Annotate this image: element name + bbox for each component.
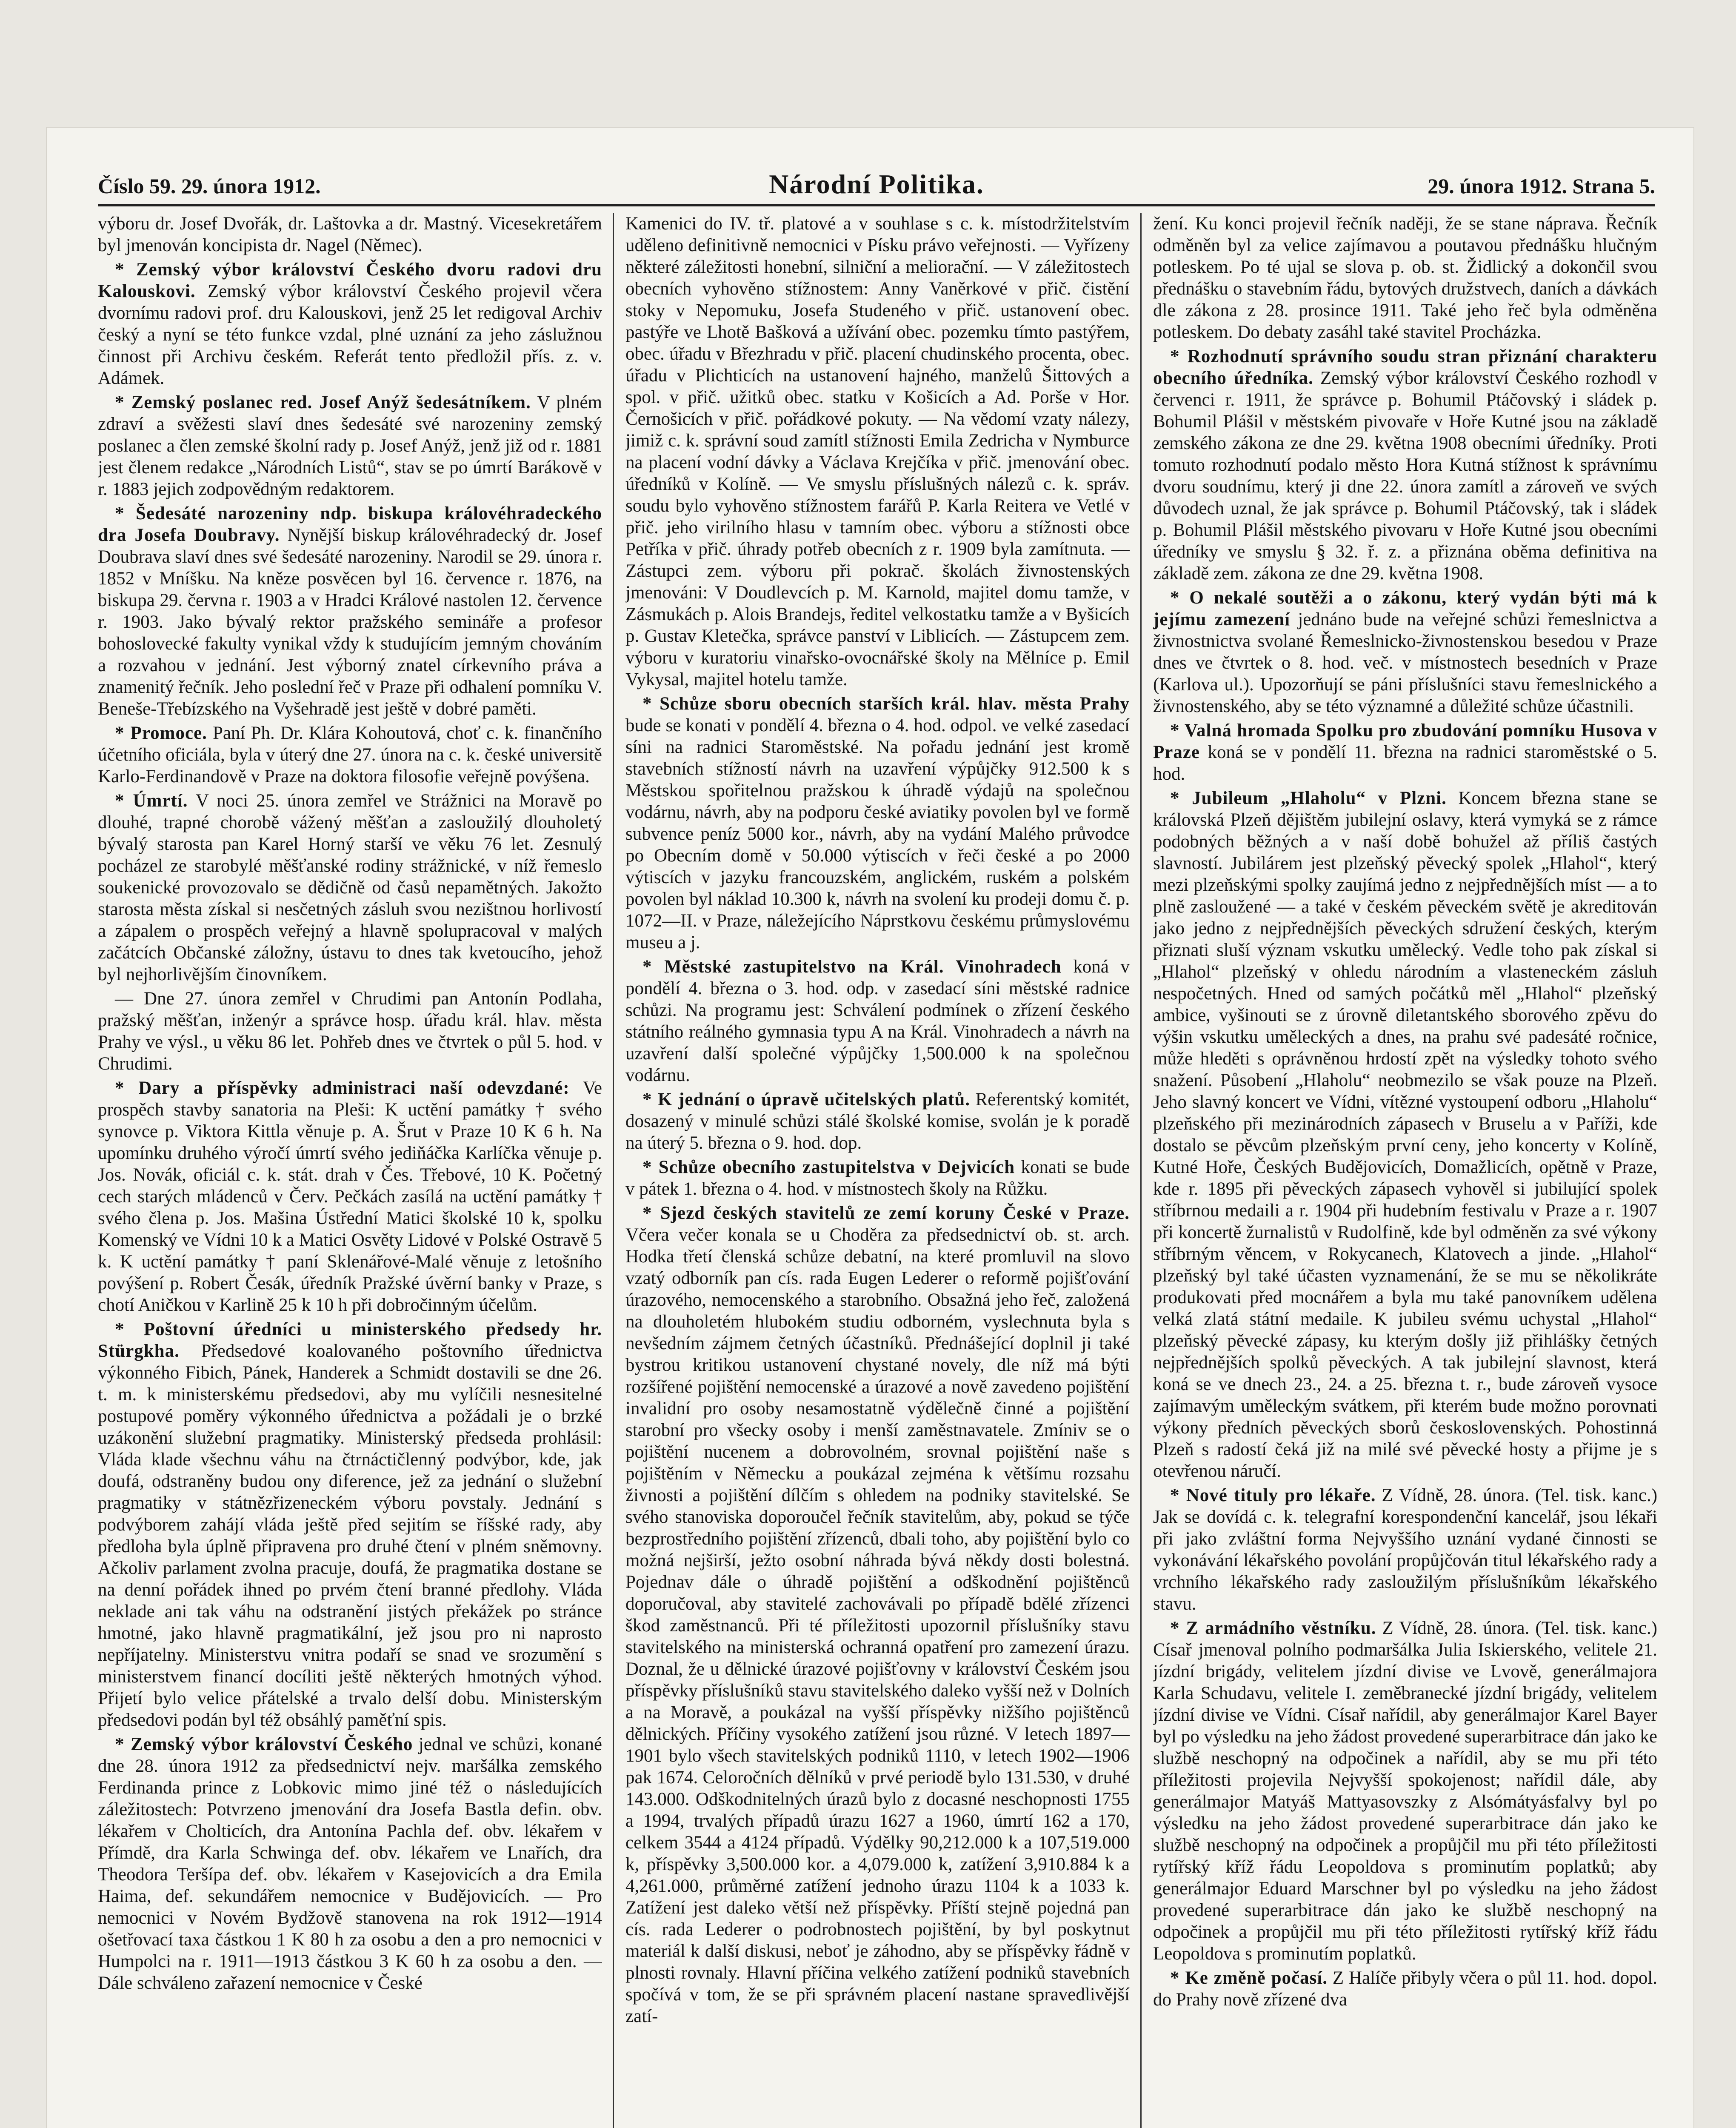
article-paragraph (98, 1733, 602, 1994)
article-heading: * Šedesáté narozeniny ndp. biskupa královéhradeckého dra Josefa Doubravy. (98, 503, 602, 545)
article-text: V plném zdraví a svěžesti slaví dnes šedesáté své narozeniny zemský poslanec a člen zemské školní rady p. Josef Anýž, jenž již od r. 1881 jest členem redakce „Národních Listů“, stav se po úmrtí Barákově v r. 1883 jejich zodpovědným redaktorem. (98, 392, 602, 499)
article-text: Zemský výbor království Českého rozhodl v červenci r. 1911, že správce p. Bohumil Ptáčovský i sládek p. Bohumil Plášil v městském pivovaře v Hoře Kutné jsou na základě zemského zákona ze dne 29. května 1908 obecními úředníky. Proti tomuto rozhodnutí podalo město Hora Kutná stížnost k správnímu dvoru soudnímu, který ji dne 22. února zamítl a zároveň ve svých důvodech uznal, že jak správce p. Bohumil Ptáčovský, tak i sládek p. Bohumil Plášil městského pivovaru v Hoře Kutné jsou obecními úředníky ve smyslu § 32. ř. z. a přiznána oběma definitiva na základě zem. zákona ze dne 29. května 1908. (1153, 368, 1657, 583)
article-text: Nynější biskup královéhradecký dr. Josef Doubrava slaví dnes své šedesáté narozeniny. Narodil se 29. února r. 1852 v Mníšku. Na kněze posvěcen byl 16. července r. 1876, na biskupa 29. června r. 1903 a v Hradci Králové nastolen 12. července r. 1903. Jako bývalý rektor pražského semináře a profesor bohoslovecké fakulty vynikal vždy k studujícím jemným chováním a rozvahou v jednání. Jest výborný znatel církevního práva a znamenitý řečník. Jeho poslední řeč v Praze při odhalení pomníku V. Beneše-Třebízského na Vyšehradě jest ještě v dobré paměti. (98, 525, 602, 719)
article-heading: * Rozhodnutí správního soudu stran přiznání charakteru obecního úředníka. (1153, 346, 1657, 388)
article-paragraph (1153, 346, 1657, 584)
article-text: jednal ve schůzi, konané dne 28. února 1912 za předsednictví nejv. maršálka zemského Ferdinanda prince z Lobkovic mimo jiné též o následujících záležitostech: Potvrzeno jmenování dra Josefa Bastla defin. obv. lékařem v Cholticích, dra Antonína Pachla def. obv. lékařem v Přímdě, dra Karla Schwinga def. obv. lékařem ve Lnařích, dra Theodora Teršípa def. obv. lékařem v Kasejovicích a dra Emila Haima, def. sekundářem nemocnice v Budějovicích. — Pro nemocnici v Novém Bydžově stanovena na rok 1912—1914 ošetřovací taxa částkou 1 K 80 h za osobu a den a pro nemocnici v Humpolci na r. 1911—1913 částkou 3 K 60 h za osobu a den. — Dále schváleno zařazení nemocnice v České (98, 1734, 602, 1993)
article-heading: * Zemský výbor království Českého dvoru radovi dru Kalouskovi. (98, 260, 602, 301)
article-heading: * K jednání o úpravě učitelských platů. (642, 1090, 971, 1110)
column-1 (98, 213, 602, 2128)
article-paragraph (98, 503, 602, 720)
article-paragraph (625, 956, 1130, 1086)
article-paragraph (1153, 720, 1657, 785)
issue-number-date: Číslo 59. 29. února 1912. (98, 174, 321, 198)
article-text: výboru dr. Josef Dvořák, dr. Laštovka a dr. Mastný. Vicesekretářem byl jmenován koncipista dr. Nagel (Němec). (98, 214, 602, 255)
column-divider (1140, 213, 1142, 2128)
column-2 (625, 213, 1130, 2128)
article-text: Předsedové koalovaného poštovního úřednictva výkonného Fibich, Pánek, Handerek a Schmidt dostavili se dne 26. t. m. k ministerskému předsedovi, aby mu vylíčili nesnesitelné postupové poměry výkonného úřednictva a požádali je o brzké uzákonění služební pragmatiky. Ministerský předseda prohlásil: Vláda klade všechnu váhu na čtrnáctičlenný podvýbor, kde, jak doufá, odstraněny budou ony diference, jež za jednání o služební pragmatiky v státnězřizeneckém výboru povstaly. Jednání s podvýborem zahájí vláda ještě před sejitím se říšské rady, aby předloha byla úplně připravena pro druhé čtení v plném sněmovny. Ačkoliv parlament zvolna pracuje, doufá, že pragmatika dostane se na denní pořádek ihned po prvém čtení branné předlohy. Vláda neklade ani tak váhu na odstranění jistých překážek po stránce hmotné, jako hlavně pragmatikální, jež jsou pro ni naprosto nepříjatelny. Ministerstvu vnitra podaří se snad ve srozumění s ministerstvem financí docíliti ještě některých hmotných výhod. Přijetí bylo velice přátelské a trvalo delší dobu. Ministerským předsedovi podán byl též obsáhlý paměťní spis. (98, 1341, 602, 1730)
article-text: žení. Ku konci projevil řečník naději, že se stane náprava. Řečník odměněn byl za velice zajímavou a poutavou přednášku hlučným potleskem. Po té ujal se slova p. ob. st. Židlický a dokončil svou přednášku o stavebním řádu, bytových družstvech, daních a dávkách dle zákona z 28. prosince 1911. Také jeho řeč byla odměněna potleskem. Do debaty zasáhl také stavitel Procházka. (1153, 214, 1657, 342)
article-text: Včera večer konala se u Choděra za předsednictví ob. st. arch. Hodka třetí členská schůze debatní, na které promluvil na slovo vzatý odborník pan cís. rada Eugen Lederer o reformě pojišťování úrazového, nemocenského a starobního. Obsažná jeho řeč, založená na dlouholetém hlubokém studiu odborném, vyslechnuta byla s nevšedním zájmem četných účastníků. Přednášející doplnil ji také bystrou kritikou ustanovení chystané novely, dle níž má býti rozšířené pojištění nemocenské a úrazové a nově zavedeno pojištění invalidní pro osoby nesamostatně výdělečně činné a pojištění starobní pro všecky osoby i menší zaměstnavatele. Zmíniv se o pojištění nucenem a dobrovolném, srovnal pojištění naše s pojištěním v Německu a poukázal zejména k většímu rozsahu živnosti a pojištění dílčím s ohledem na podniky stavitelské. Se svého stanoviska doporoučel řečník stavitelům, aby, pokud se týče bezprostředního pojištění zřízenců, dbali toho, aby pojištění bylo co možná nejširší, ježto osobní náhrada bývá někdy dosti bolestná. Pojednav dále o úhradě pojištění a odškodnění pojištěnců doporučoval, aby stavitelé zachovávali po případě bdělé zřízenci škod zaměstnanců. Při té příležitosti upozornil příslušníky stavu stavitelského na ministerská ochranná opatření pro zamezení úrazu. Doznal, že u dělnické úrazové pojišťovny v království Českém jsou příspěvky příslušníků stavu stavitelského dalekо vyšší než v Dolních a na Moravě, a poukázal na vyšší příspěvky nižšího pojištěnců dělnických. Příčiny vysokého zatížení jsou různé. V letech 1897—1901 bylo všech stavitelských podniků 1110, v letech 1902—1906 pak 1674. Celoročních dělníků v prvé periodě bylo 131.530, v druhé 143.000. Odškodnitelných úrazů bylo z docasné neschopnosti 1755 a 1994, trvalých případů úrazu 1627 a 1960, úmrtí 162 a 170, celkem 3544 a 4124 případů. Výdělky 90,212.000 k a 107,519.000 k, příspěvky 3,500.000 kor. a 4,079.000 k, zatížení 3,910.884 k a 4,261.000, průměrné zatížení jednoho úrazu 1104 k a 1033 k. Zatížení jest daleko větší než příspěvky. Příští stejně pojedná pan cís. rada Lederer o podrobnostech pojištění, by byl poskytnut materiál k další diskusi, neboť je záhodno, aby se příspěvky řádně v plnosti rovnaly. Hlavní příčina velkého zatížení podniků stavebních spočívá v tom, že se při správném placení nastane spravedlivější zatí- (625, 1225, 1130, 2026)
article-paragraph (1153, 1484, 1657, 1615)
article-paragraph (98, 1077, 602, 1316)
article-paragraph (98, 790, 602, 985)
article-paragraph (625, 1202, 1130, 2027)
article-heading: * Dary a příspěvky administraci naší odevzdané: (115, 1078, 570, 1098)
article-paragraph (98, 1319, 602, 1731)
article-text: Ve prospěch stavby sanatoria na Pleši: K uctění památky † svého synovce p. Viktora Kittla věnuje p. A. Šrut v Praze 10 K 6 h. Na upomínku druhého výročí úmrtí svého jediňáčka Karlíčka věnuje p. Jos. Novák, oficiál c. k. stát. drah v Čes. Třebové, 10 K. Početný cech starých mládenců v Červ. Pečkách zasílá na uctění památky † svého člena p. Jos. Mašina Ústřední Matici školské 10 k, spolku Komenský ve Vídni 10 k a Matici Osvěty Lidové v Polské Ostravě 5 k. K uctění památky † paní Sklenářové-Malé věnuje z letošního povýšení p. Robert Česák, úředník Pražské úvěrní banky v Praze, s chotí Aničkou v Karlině 25 k 10 h při dobročinným účelům. (98, 1078, 602, 1315)
article-text: konati se bude v pátek 1. března o 4. hod. v místnostech školy na Růžku. (625, 1157, 1130, 1199)
article-paragraph (1153, 1617, 1657, 1965)
article-paragraph (98, 392, 602, 500)
article-paragraph (625, 213, 1130, 690)
article-text: bude se konati v pondělí 4. března o 4. hod. odpol. ve velké zasedací síni na radnici Staroměstské. Na pořadu jednání jest kromě stavebních stížností návrh na uzavření výpůjčky 912.500 k s Městskou spořitelnou pražskou k úhradě výdajů na společnou vodárnu, návrh, aby na podporu české aviatiky povolen byl ve formě subvence peníz 5000 kor., návrh, aby na vydání Malého průvodce po Obecním domě v 50.000 výtiscích v řeči české a po 2000 výtiscích v jazyku francouzském, anglickém, ruském a polském povolen byl náklad 10.300 k, návrh na svolení ku prodeji domu č. p. 1072—II. v Praze, náležejícího Náprstkovu českému průmyslovému museu a j. (625, 715, 1130, 952)
article-text: V noci 25. února zemřel ve Strážnici na Moravě po dlouhé, trapné chorobě vážený měšťan a zasloužilý dlouholetý bývalý starosta pan Karel Horný starší ve věku 76 let. Zesnulý pocházel ze starobylé měšťanské rodiny strážnické, v níž řemeslo soukenické provozovalo se dědičně od časů nepamětných. Jakožto starosta města získal si nesčetných zásluh svou nezištnou horlivostí a zápalem o prospěch veřejný a hlavně spolupracoval v malých začátcích Občanské záložny, ústavu to dnes tak kvetoucího, jehož byl nejhorlivějším činovníkem. (98, 791, 602, 984)
page-header (98, 157, 1655, 206)
article-heading: * Poštovní úředníci u ministerského předsedy hr. Stürgkha. (98, 1319, 602, 1361)
column-divider (613, 213, 614, 2128)
article-text: Koncem března stane se královská Plzeň dějištěm jubilejní oslavy, která vymyká se z rámce podobných běžných a v naší době bohužel až příliš častých slavností. Jubilárem jest plzeňský pěvecký spolek „Hlahol“, který mezi plzeňskými spolky zaujímá jedno z nejpřednějších míst — a to plně zasloužené — a také v českém pěveckém světě je akreditován jako jedno z nejpřednějších pěveckých sdružení českých, kterým přiznati sluší význam vskutku umělecký. Vedle toho pak získal si „Hlahol“ plzeňský v ohledu národním a vlasteneckém zásluh nespočetných. Hned od samých počátků měl „Hlahol“ plzeňský ambice, vyšinouti se z úrovně diletantského sborového zpěvu do výšin vskutku uměleckých a dnes, na prahu své padesáté ročnice, může hleděti s oprávněnou hrdostí zpět na výsledky tohoto svého snažení. Působení „Hlaholu“ neobmezilo se však pouze na Plzeň. Jeho slavný koncert ve Vídni, vítězné vystoupení odboru „Hlaholu“ plzeňského při mezinárodních zápasech v Bruselu a v Paříži, kde dostalo se pěvcům plzeňským první ceny, jeho koncerty v Kolíně, Kutné Hoře, Českých Budějovicích, Domažlicích, opětně v Praze, kde r. 1895 při pěveckých zápasech vyhověl si jubilující spolek stříbrnou medaili a r. 1904 při hudebním festivalu v Praze a r. 1907 při koncertě žurnalistů v Rudolfině, kde byl odměněn za své výkony stříbrným věncem, v Rokycanech, Klatovech a jinde. „Hlahol“ plzeňský byl také účasten vyznamenání, že se mu se několikráte produkovati před mocnářem a byla mu také panovníkem udělena velká zlatá státní medaile. K jubileu svému uchystal „Hlahol“ plzeňský pěvecké zápasy, ku kterým došly již přihlášky četných nejpřednějších spolků pěveckých. A tak jubilejní slavnost, která koná se ve dnech 23., 24. a 25. března t. r., bude zároveň vysoce zajímavým uměleckým svátkem, při kterém bude možno porovnati výkony předních pěveckých sborů československých. Pohostinná Plzeň s radostí čeká již na milé své pěvecké hosty a přijme je s otevřenou náručí. (1153, 788, 1657, 1481)
column-3 (1153, 213, 1657, 2128)
article-heading: * Schůze obecního zastupitelstva v Dejvicích (642, 1157, 1015, 1177)
newspaper-page (47, 128, 1693, 2128)
article-paragraph (98, 988, 602, 1075)
article-heading: * Zemský poslanec red. Josef Anýž šedesátníkem. (115, 392, 531, 412)
article-text: — Dne 27. února zemřel v Chrudimi pan Antonín Podlaha, pražský měšťan, inženýr a správce hosp. úřadu král. hlav. města Prahy ve výsl., u věku 86 let. Pohřeb dnes ve čtvrtek o půl 5. hod. v Chrudimi. (98, 989, 602, 1074)
article-heading: * Ke změně počasí. (1170, 1968, 1328, 1988)
article-text: koná v pondělí 4. března o 3. hod. odp. v zasedací síni městské radnice schůzi. Na programu jest: Schválení podmínek o zřízení českého státního reálného gymnasia typu A na Král. Vinohradech a návrh na uzavření další společné výpůjčky 1,500.000 k na společnou vodárnu. (625, 957, 1130, 1085)
article-heading: * Valná hromada Spolku pro zbudování pomníku Husova v Praze (1153, 721, 1657, 762)
article-heading: * Promoce. (115, 723, 207, 743)
article-heading: * Schůze sboru obecních starších král. hlav. města Prahy (642, 694, 1130, 714)
newspaper-title: Národní Politika. (769, 169, 984, 199)
date-page-number: 29. února 1912. Strana 5. (1428, 174, 1655, 198)
article-heading: * Jubileum „Hlaholu“ v Plzni. (1170, 788, 1447, 808)
article-heading: * Z armádního věstníku. (1170, 1618, 1376, 1638)
article-text: koná se v pondělí 11. března na radnici staroměstské o 5. hod. (1153, 742, 1657, 784)
article-heading: * Úmrtí. (115, 791, 188, 811)
article-paragraph (1153, 787, 1657, 1482)
article-heading: * O nekalé soutěži a o zákonu, který vydán býti má k jejímu zamezení (1153, 588, 1657, 629)
article-paragraph (625, 693, 1130, 953)
article-text: Zemský výbor království Českého projevil včera dvornímu radovi prof. dru Kalouskovi, jenž 25 let redigoval Archiv český a nyní se této funkce vzdal, plné uznání za jeho záslužnou činnost při Archivu českém. Referát tento předložil přís. z. v. Adámek. (98, 281, 602, 388)
article-paragraph (1153, 587, 1657, 717)
article-text: Z Vídně, 28. února. (Tel. tisk. kanc.) Císař jmenoval polního podmaršálka Julia Iskierského, velitele 21. jízdní brigády, velitelem jízdní divise ve Lvově, generálmajora Karla Schudavu, velitele I. zeměbranecké jízdní brigády, velitelem jízdní divise ve Vídni. Císař nařídil, aby generálmajor Karel Bayer byl po výsledku na jeho žádost provedené superarbitrace dán jako ke službě neschopný na odpočinek a nařídil, aby se mu při této příležitosti projevila Nejvyšší spokojenost; nařídil dále, aby generálmajor Matyáš Mattyasovszky z Alsómátyásfalvy byl po výsledku na jeho žádost provedené superarbitrace dán jako ke službě neschopný na odpočinek a propůjčil mu při této příležitosti rytířský kříž řádu Leopoldova s prominutím poplatků; aby generálmajor Eduard Marschner byl po výsledku na jeho žádost provedené superarbitrace dán jako ke službě neschopný na odpočinek a propůjčil mu při této příležitosti rytířský kříž řádu Leopoldova s prominutím poplatků. (1153, 1618, 1657, 1964)
article-text: jednáno bude na veřejné schůzi řemeslnictva a živnostnictva svolané Řemeslnicko-živnostenskou besedou v Praze dnes ve čtvrtek o 8. hod. več. v místnostech besedních v Praze (Karlova ul.). Upozorňují se páni příslušníci stavu řemeslnického a živnostenského, aby se této významné a důležité schůze účastnili. (1153, 609, 1657, 716)
article-paragraph (98, 213, 602, 256)
article-text: Referentský komitét, dosazený v minulé schůzi stálé školské komise, svolán je k poradě na úterý 5. března o 9. hod. dop. (625, 1090, 1130, 1153)
article-paragraph (1153, 1967, 1657, 2011)
article-text: Z Vídně, 28. února. (Tel. tisk. kanc.) Jak se dovídá c. k. telegrafní korespondenční kancelář, jsou lékaři při jako zvláštní forma Nejvyššího uznání vydané činnosti se vykonávání lékařského povolání propůjčován titul lékařského rady a vrchního lékařského rady zasloužilým příslušníkům lékařského stavu. (1153, 1485, 1657, 1614)
article-heading: * Sjezd českých stavitelů ze zemí koruny České v Praze. (642, 1203, 1130, 1223)
article-text: Paní Ph. Dr. Klára Kohoutová, choť c. k. finančního účetního oficiála, byla v úterý dne 27. února na c. k. české universitě Karlo-Ferdinandově v Praze na doktora filosofie veřejně povýšena. (98, 723, 602, 787)
article-heading: * Nové tituly pro lékaře. (1170, 1485, 1376, 1505)
article-heading: * Zemský výbor království Českého (115, 1734, 413, 1754)
article-paragraph (98, 722, 602, 787)
article-paragraph (1153, 213, 1657, 343)
article-paragraph (625, 1089, 1130, 1154)
article-paragraph (625, 1156, 1130, 1200)
article-text: Kamenici do IV. tř. platové a v souhlase s c. k. místodržitelstvím uděleno definitivně nemocnici v Písku právo veřejnosti. — Vyřízeny některé záležitosti honební, silniční a meliorační. — V záležitostech obecních vyhověno stížnostem: Anny Vaněrkové v přič. čistění stoky v Nepomuku, Josefa Studeného v přič. ustanovení obec. pastýře ve Lhotě Bašková a užívání obec. pozemku tímto pastýřem, obec. úřadu v Březhradu v přič. placení chudinského procenta, obec. úřadu v Plichticích na ustanovení hajného, manželů Šittových a spol. v přič. užitků obec. statku v Košicích a Ad. Porše v Hor. Černošicích v přič. pořádkové pokuty. — Na vědomí vzaty nálezy, jimiž c. k. správní soud zamítl stížnosti Emila Zedricha v Nymburce na placení vodní dávky a Václava Krejčíka v přič. jmenování obec. úředníků v Kolíně. — Ve smyslu příslušných nálezů c. k. správ. soudu bylo vyhověno stížnostem farářů P. Karla Reitera ve Vetlé v přič. jeho virilního hlasu v tamním obec. výboru a stížnosti obce Petříka v přič. úhrady potřeb obecních z r. 1909 byla zamítnuta. — Zástupci zem. výboru při pokrač. školách živnostenských jmenováni: V Doudlevcích p. M. Karnold, majitel domu tamže, v Zásmukách p. Alois Brandejs, ředitel velkostatku tamže a v Byšicích p. Gustav Kletečka, správce panství v Liblicích. — Zástupcem zem. výboru v kuratoriu vinařsko-ovocnářské školy na Mělníce p. Emil Vykysal, majitel hotelu tamže. (625, 214, 1130, 689)
article-heading: * Městské zastupitelstvo na Král. Vinohradech (642, 957, 1062, 977)
article-text: Z Halíče přibyly včera o půl 11. hod. dopol. do Prahy nově zřízené dva (1153, 1968, 1657, 2010)
article-paragraph (98, 259, 602, 389)
